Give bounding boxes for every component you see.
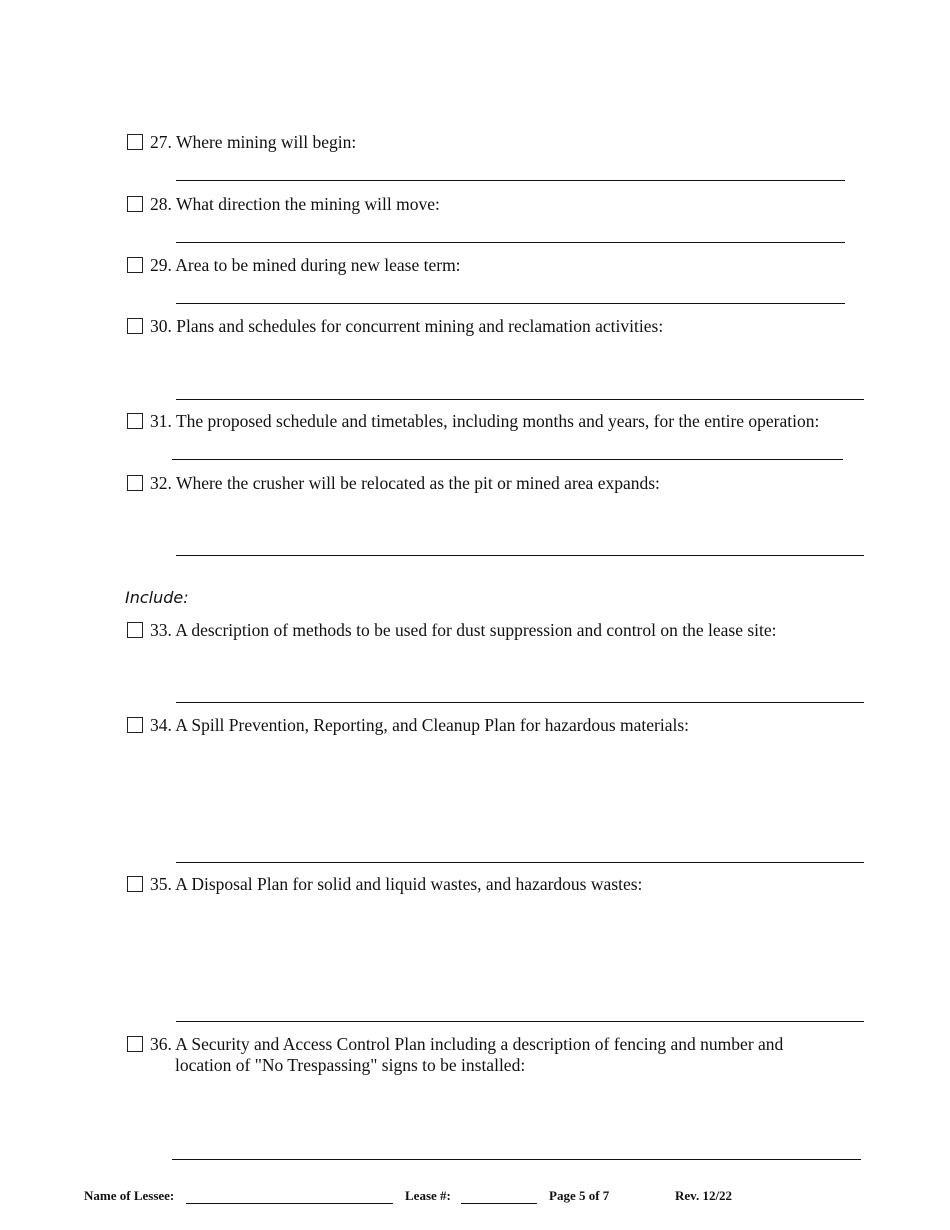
revision-label: Rev. 12/22 bbox=[675, 1188, 733, 1203]
name-of-lessee-label: Name of Lessee: bbox=[84, 1188, 175, 1203]
item-number: 34. bbox=[150, 715, 172, 735]
item-number: 33. bbox=[150, 620, 172, 640]
item-number: 28. bbox=[150, 194, 172, 214]
item-number: 35. bbox=[150, 874, 172, 894]
item-text: Area to be mined during new lease term: bbox=[175, 255, 461, 275]
answer-line-33[interactable] bbox=[176, 702, 864, 703]
item-33-checkbox[interactable] bbox=[127, 622, 143, 638]
include-heading: Include: bbox=[125, 588, 189, 607]
item-text: What direction the mining will move: bbox=[175, 194, 440, 214]
item-36-checkbox[interactable] bbox=[127, 1036, 143, 1052]
lease-number-field[interactable] bbox=[461, 1203, 537, 1204]
name-of-lessee-field[interactable] bbox=[186, 1203, 393, 1204]
item-text: A Spill Prevention, Reporting, and Cleanup Plan for hazardous materials: bbox=[175, 715, 690, 735]
answer-line-34[interactable] bbox=[176, 862, 864, 863]
item-text: A Security and Access Control Plan including a description of fencing and number and bbox=[175, 1034, 784, 1054]
item-31-checkbox[interactable] bbox=[127, 413, 143, 429]
item-number: 32. bbox=[150, 473, 172, 493]
answer-line-35[interactable] bbox=[176, 1021, 864, 1022]
item-text: A description of methods to be used for dust suppression and control on the lease site: bbox=[175, 620, 777, 640]
item-text: Where mining will begin: bbox=[175, 132, 357, 152]
page-number: Page 5 of 7 bbox=[549, 1188, 610, 1203]
lease-number-label: Lease #: bbox=[405, 1188, 451, 1203]
answer-line-30[interactable] bbox=[176, 399, 864, 400]
item-number: 36. bbox=[150, 1034, 172, 1054]
answer-line-36[interactable] bbox=[172, 1159, 861, 1160]
answer-line-32[interactable] bbox=[176, 555, 864, 556]
item-28-checkbox[interactable] bbox=[127, 196, 143, 212]
item-34-checkbox[interactable] bbox=[127, 717, 143, 733]
item-number: 30. bbox=[150, 316, 172, 336]
item-35-checkbox[interactable] bbox=[127, 876, 143, 892]
item-text: Where the crusher will be relocated as the pit or mined area expands: bbox=[175, 473, 660, 493]
answer-line-31[interactable] bbox=[172, 459, 843, 460]
item-number: 29. bbox=[150, 255, 172, 275]
item-30-checkbox[interactable] bbox=[127, 318, 143, 334]
answer-line-28[interactable] bbox=[176, 242, 845, 243]
item-number: 27. bbox=[150, 132, 172, 152]
item-text: The proposed schedule and timetables, including months and years, for the entire operation: bbox=[175, 411, 820, 431]
item-32-checkbox[interactable] bbox=[127, 475, 143, 491]
item-text: Plans and schedules for concurrent mining and reclamation activities: bbox=[176, 316, 664, 336]
item-text: A Disposal Plan for solid and liquid wastes, and hazardous wastes: bbox=[175, 874, 643, 894]
item-27-checkbox[interactable] bbox=[127, 134, 143, 150]
item-text-continued: location of "No Trespassing" signs to be installed: bbox=[175, 1055, 526, 1075]
item-29-checkbox[interactable] bbox=[127, 257, 143, 273]
page-footer bbox=[0, 1188, 950, 1208]
answer-line-29[interactable] bbox=[176, 303, 845, 304]
item-number: 31. bbox=[150, 411, 172, 431]
answer-line-27[interactable] bbox=[176, 180, 845, 181]
